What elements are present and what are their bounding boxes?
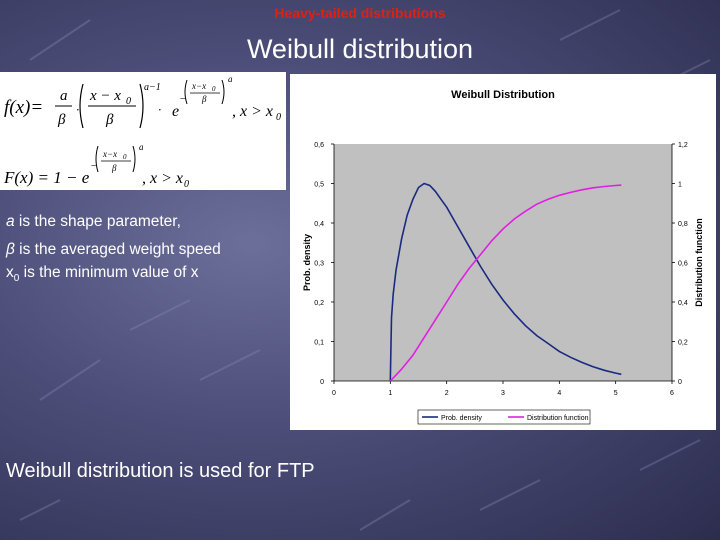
- svg-text:·: ·: [76, 102, 80, 117]
- svg-text:−: −: [90, 160, 98, 172]
- svg-text:β: β: [106, 112, 114, 128]
- svg-text:x−x: x−x: [192, 81, 207, 91]
- shape-symbol: a: [6, 213, 15, 230]
- y-tick-label: 0: [320, 379, 324, 386]
- y2-tick-label: 1,2: [678, 142, 688, 149]
- svg-text:0: 0: [212, 85, 216, 93]
- y-tick-label: 0,5: [314, 181, 324, 189]
- y-tick-label: 0,3: [314, 260, 324, 268]
- svg-text:0: 0: [184, 179, 189, 190]
- y2-tick-label: 0,8: [678, 221, 688, 228]
- svg-text:·: ·: [158, 102, 162, 117]
- slide-footer: Weibull distribution is used for FTP: [6, 460, 315, 482]
- svg-text:−: −: [179, 93, 187, 105]
- svg-text:a−1: a−1: [144, 82, 161, 93]
- svg-text:e: e: [172, 103, 180, 120]
- minimum-value-description: $x_0$ is the minimum value of x: [6, 264, 199, 285]
- svg-text:β: β: [58, 112, 66, 128]
- cdf-lhs: F(x) = 1 − e: [4, 168, 90, 187]
- x-tick-label: 1: [388, 390, 393, 397]
- slide-header: Heavy-tailed distributions: [274, 5, 446, 21]
- shape-parameter-description: a is the shape parameter,: [6, 213, 181, 230]
- cdf-condition: , x > x: [142, 170, 183, 187]
- x-tick-label: 0: [332, 390, 336, 397]
- weibull-formulas: [0, 72, 286, 190]
- slide-title: Weibull distribution: [246, 34, 474, 64]
- x-tick-label: 5: [613, 390, 618, 397]
- svg-text:a: a: [60, 88, 68, 104]
- y-tick-label: 0,6: [314, 142, 324, 149]
- legend-label-1: Prob. density: [441, 415, 482, 422]
- y-tick-label: 0,1: [314, 339, 324, 347]
- y-tick-label: 0,4: [314, 221, 324, 228]
- x-tick-label: 4: [557, 390, 562, 397]
- y-axis-label: Prob. density: [302, 233, 312, 292]
- chart-svg: [290, 74, 716, 430]
- y2-tick-label: 0,2: [678, 339, 688, 347]
- plot-area: [334, 144, 672, 381]
- svg-text:0: 0: [126, 96, 131, 107]
- beta-description: β is the averaged weight speed: [6, 241, 221, 258]
- svg-text:β: β: [112, 163, 117, 173]
- legend-label-2: Distribution function: [527, 415, 589, 422]
- svg-text:β: β: [202, 94, 207, 104]
- y-tick-label: 0,2: [314, 300, 324, 307]
- svg-text:x−x: x−x: [103, 149, 118, 159]
- formula-box: [0, 72, 286, 190]
- pdf-condition: , x > x: [232, 103, 273, 120]
- y2-tick-label: 0,6: [678, 260, 688, 268]
- x-tick-label: 2: [444, 390, 449, 397]
- svg-text:0: 0: [123, 153, 127, 161]
- x-tick-label: 6: [670, 390, 674, 397]
- y2-tick-label: 0,4: [678, 300, 688, 307]
- svg-text:x − x: x − x: [90, 88, 121, 104]
- y2-tick-label: 1: [678, 181, 682, 189]
- y2-tick-label: 0: [678, 379, 682, 386]
- svg-text:0: 0: [276, 112, 281, 123]
- svg-text:a: a: [228, 74, 233, 84]
- x-tick-label: 3: [501, 390, 505, 397]
- svg-text:a: a: [139, 142, 144, 152]
- y2-axis-label: Distribution function: [694, 218, 704, 307]
- weibull-chart: [290, 74, 716, 430]
- chart-title: Weibull Distribution: [451, 89, 555, 101]
- beta-symbol: β: [6, 241, 15, 258]
- pdf-lhs: f(x)=: [4, 97, 44, 118]
